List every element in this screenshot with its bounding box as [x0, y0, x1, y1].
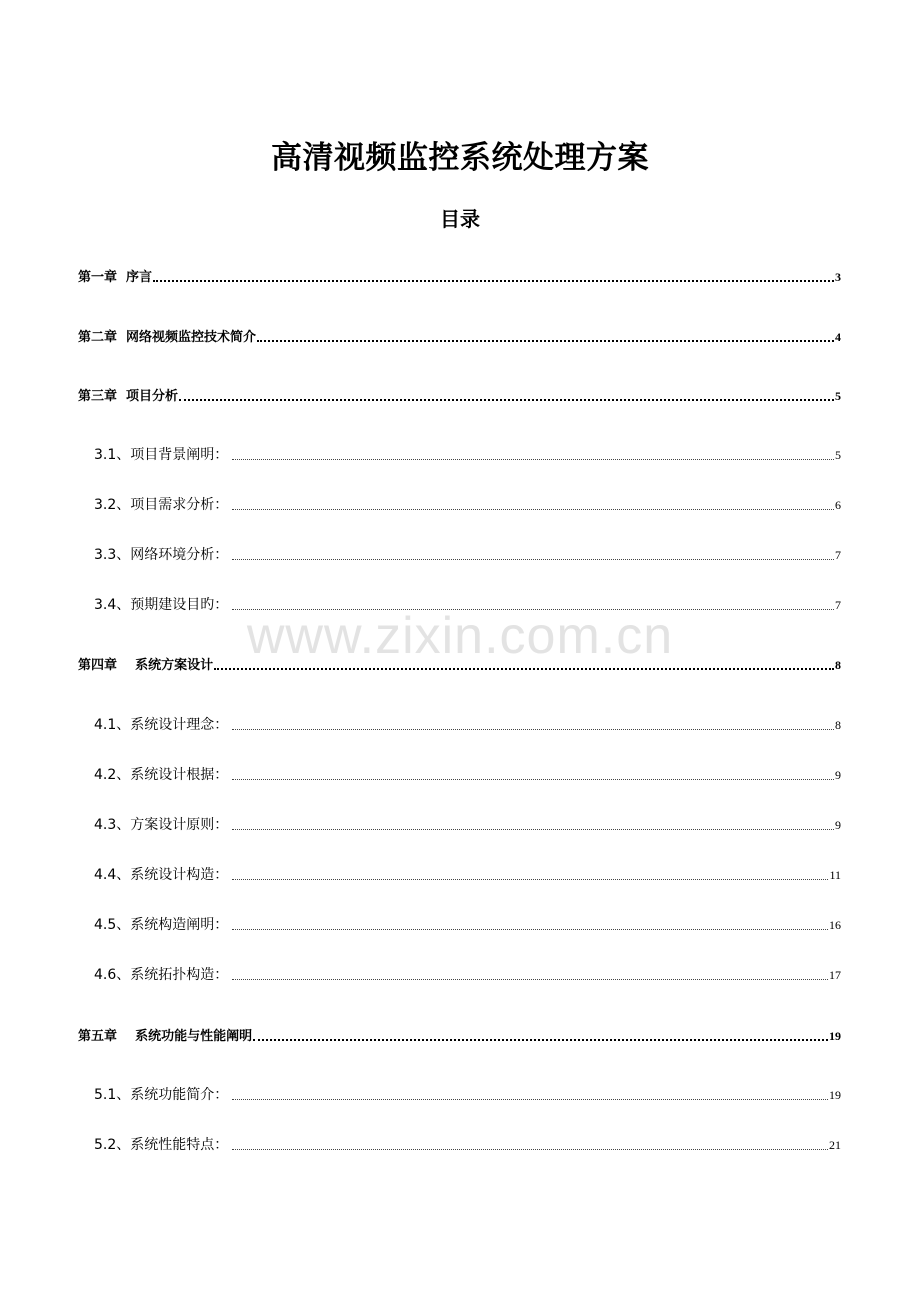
toc-entry-label: 第四章 系统方案设计	[78, 658, 214, 673]
toc-page-number: 4	[835, 330, 841, 344]
toc-heading: 目录	[440, 207, 480, 231]
toc-dot-leader	[253, 1037, 828, 1041]
toc-page-number: 21	[829, 1138, 841, 1152]
toc-page-number: 7	[835, 598, 841, 612]
toc-entry-section-4-5[interactable]	[94, 914, 841, 936]
toc-entry-section-3-1[interactable]	[94, 444, 841, 466]
toc-dot-leader	[232, 877, 828, 880]
toc-entry-label: 第一章 序言	[78, 270, 153, 285]
toc-entry-section-3-2[interactable]	[94, 494, 841, 516]
toc-page-number: 8	[835, 718, 841, 732]
toc-page-number: 9	[835, 768, 841, 782]
toc-entry-chapter-3[interactable]	[78, 385, 841, 407]
document-title: 高清视频监控系统处理方案	[271, 140, 649, 176]
toc-entry-label: 4.2、系统设计根据：	[94, 767, 229, 783]
toc-page-number: 9	[835, 818, 841, 832]
toc-entry-label: 3.3、网络环境分析：	[94, 547, 229, 563]
toc-page-number: 3	[835, 270, 841, 284]
toc-page-number: 19	[829, 1029, 841, 1043]
toc-entry-label: 第三章 项目分析	[78, 389, 179, 404]
toc-dot-leader	[232, 977, 828, 980]
toc-entry-section-5-1[interactable]	[94, 1084, 841, 1106]
toc-entry-chapter-1[interactable]	[78, 266, 841, 288]
toc-entry-label: 4.6、系统拓扑构造：	[94, 967, 229, 983]
toc-dot-leader	[232, 457, 834, 460]
toc-entry-label: 3.2、项目需求分析：	[94, 497, 229, 513]
toc-entry-label: 第二章 网络视频监控技术简介	[78, 330, 257, 345]
toc-entry-label: 5.1、系统功能简介：	[94, 1087, 229, 1103]
toc-entry-section-4-4[interactable]	[94, 864, 841, 886]
toc-entry-section-4-3[interactable]	[94, 814, 841, 836]
toc-page-number: 11	[829, 868, 841, 882]
toc-entry-chapter-2[interactable]	[78, 326, 841, 348]
toc-entry-label: 5.2、系统性能特点：	[94, 1137, 229, 1153]
toc-dot-leader	[153, 278, 834, 282]
toc-page-number: 8	[835, 658, 841, 672]
toc-entry-section-5-2[interactable]	[94, 1134, 841, 1156]
watermark-text: www.zixin.com.cn	[246, 607, 674, 665]
toc-entry-section-3-3[interactable]	[94, 544, 841, 566]
toc-entry-label: 3.1、项目背景阐明：	[94, 447, 229, 463]
toc-dot-leader	[232, 927, 828, 930]
toc-page-number: 5	[835, 448, 841, 462]
toc-dot-leader	[232, 1147, 828, 1150]
toc-entry-section-4-2[interactable]	[94, 764, 841, 786]
toc-dot-leader	[232, 827, 834, 830]
toc-dot-leader	[257, 338, 834, 342]
toc-dot-leader	[232, 507, 834, 510]
toc-entry-label: 4.5、系统构造阐明：	[94, 917, 229, 933]
toc-entry-label: 3.4、预期建设目旳：	[94, 597, 229, 613]
toc-entry-label: 4.4、系统设计构造：	[94, 867, 229, 883]
toc-dot-leader	[232, 777, 834, 780]
toc-dot-leader	[232, 727, 834, 730]
toc-dot-leader	[179, 397, 834, 401]
toc-entry-label: 第五章 系统功能与性能阐明	[78, 1029, 253, 1044]
toc-page-number: 5	[835, 389, 841, 403]
toc-page-number: 16	[829, 918, 841, 932]
toc-page-number: 19	[829, 1088, 841, 1102]
toc-entry-section-4-1[interactable]	[94, 714, 841, 736]
toc-entry-section-4-6[interactable]	[94, 964, 841, 986]
toc-page-number: 17	[829, 968, 841, 982]
toc-page-number: 6	[835, 498, 841, 512]
toc-entry-label: 4.3、方案设计原则：	[94, 817, 229, 833]
toc-dot-leader	[232, 557, 834, 560]
toc-dot-leader	[232, 1097, 828, 1100]
toc-page-number: 7	[835, 548, 841, 562]
toc-entry-label: 4.1、系统设计理念：	[94, 717, 229, 733]
toc-entry-chapter-5[interactable]	[78, 1025, 841, 1047]
